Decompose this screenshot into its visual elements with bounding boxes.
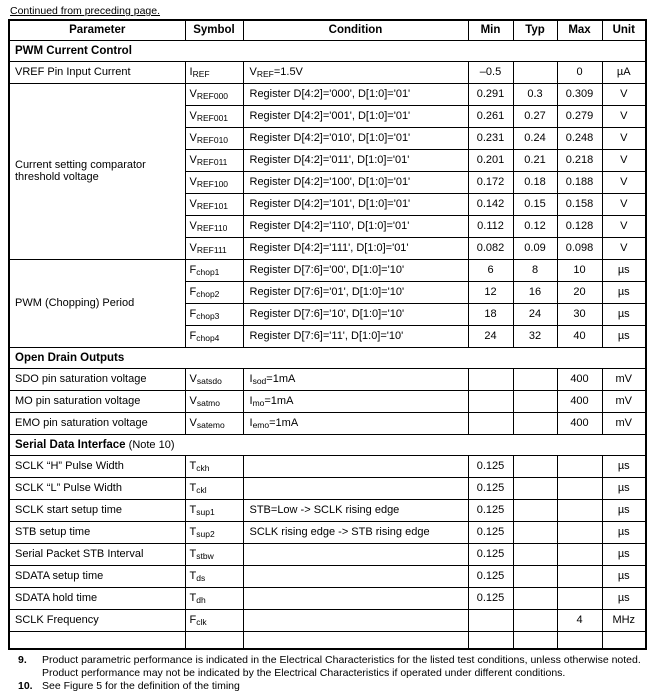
symbol-subscript: REF101 [196, 201, 229, 211]
column-header-min: Min [468, 20, 513, 40]
unit-cell: V [602, 105, 646, 127]
parameter-cell: MO pin saturation voltage [9, 390, 185, 412]
typ-cell: 0.18 [513, 171, 557, 193]
min-cell: 0.125 [468, 565, 513, 587]
symbol-subscript: REF000 [196, 91, 229, 101]
typ-cell [513, 565, 557, 587]
max-cell [557, 521, 602, 543]
min-cell: 0.112 [468, 215, 513, 237]
table-row [9, 587, 646, 609]
table-row [9, 390, 646, 412]
table-row [9, 521, 646, 543]
unit-cell: µs [602, 499, 646, 521]
min-cell: 18 [468, 303, 513, 325]
parameter-cell [9, 631, 185, 649]
typ-cell: 32 [513, 325, 557, 347]
unit-cell: V [602, 127, 646, 149]
max-cell: 4 [557, 609, 602, 631]
symbol-subscript: REF011 [196, 157, 228, 167]
condition-cell: Register D[7:6]='10', D[1:0]='10' [243, 303, 468, 325]
min-cell: 24 [468, 325, 513, 347]
typ-cell [513, 455, 557, 477]
column-header-symbol: Symbol [185, 20, 243, 40]
max-cell: 30 [557, 303, 602, 325]
symbol-cell: $T_{stbw}$ [185, 543, 243, 565]
min-cell: 0.125 [468, 587, 513, 609]
section-title-cell [9, 347, 646, 368]
symbol-subscript: ckl [196, 485, 207, 495]
condition-cell [243, 565, 468, 587]
condition-cell [243, 543, 468, 565]
min-cell: –0.5 [468, 61, 513, 83]
unit-cell: µs [602, 455, 646, 477]
max-cell: 20 [557, 281, 602, 303]
footnote-number: 9. [18, 654, 27, 666]
symbol-cell: $V_{REF000}$ [185, 83, 243, 105]
min-cell [468, 412, 513, 434]
max-cell [557, 499, 602, 521]
unit-cell: mV [602, 412, 646, 434]
unit-cell: µs [602, 303, 646, 325]
unit-cell: V [602, 171, 646, 193]
max-cell: 0.218 [557, 149, 602, 171]
max-cell [557, 543, 602, 565]
typ-cell: 0.21 [513, 149, 557, 171]
max-cell: 400 [557, 412, 602, 434]
table-row [9, 499, 646, 521]
condition-cell: Register D[4:2]='110', D[1:0]='01' [243, 215, 468, 237]
section-title: PWM Current Control [15, 44, 132, 57]
max-cell [557, 631, 602, 649]
symbol-subscript: sup2 [196, 529, 215, 539]
max-cell: 0.098 [557, 237, 602, 259]
condition-cell: Register D[7:6]='01', D[1:0]='10' [243, 281, 468, 303]
footnote-text: See Figure 5 for the definition of the timing [42, 680, 240, 692]
typ-cell: 0.09 [513, 237, 557, 259]
parameter-cell: SCLK start setup time [9, 499, 185, 521]
min-cell: 0.125 [468, 455, 513, 477]
max-cell [557, 477, 602, 499]
min-cell [468, 631, 513, 649]
parameter-cell: EMO pin saturation voltage [9, 412, 185, 434]
unit-cell: µs [602, 521, 646, 543]
unit-cell: V [602, 237, 646, 259]
unit-cell: µs [602, 477, 646, 499]
symbol-cell [185, 631, 243, 649]
symbol-subscript: REF110 [196, 223, 228, 233]
unit-cell: V [602, 149, 646, 171]
min-cell: 0.125 [468, 543, 513, 565]
max-cell: 400 [557, 390, 602, 412]
typ-cell [513, 499, 557, 521]
unit-cell: µs [602, 543, 646, 565]
unit-cell: µA [602, 61, 646, 83]
min-cell: 0.291 [468, 83, 513, 105]
symbol-subscript: REF [192, 69, 210, 79]
symbol-cell: $V_{REF011}$ [185, 149, 243, 171]
condition-cell: Register D[7:6]='00', D[1:0]='10' [243, 259, 468, 281]
typ-cell [513, 631, 557, 649]
condition-cell: $I_{sod}=1mA$ [243, 368, 468, 390]
parameter-cell: SDATA hold time [9, 587, 185, 609]
symbol-cell: $V_{satsdo}$ [185, 368, 243, 390]
min-cell: 0.125 [468, 499, 513, 521]
condition-cell: Register D[4:2]='000', D[1:0]='01' [243, 83, 468, 105]
typ-cell: 24 [513, 303, 557, 325]
table-row [9, 631, 646, 649]
max-cell: 0.128 [557, 215, 602, 237]
symbol-cell: $T_{sup2}$ [185, 521, 243, 543]
section-row [9, 434, 646, 455]
typ-cell [513, 609, 557, 631]
max-cell: 0.309 [557, 83, 602, 105]
symbol-subscript: satemo [196, 420, 225, 430]
condition-cell: Register D[4:2]='100', D[1:0]='01' [243, 171, 468, 193]
typ-cell [513, 477, 557, 499]
max-cell: 0.188 [557, 171, 602, 193]
condition-cell: Register D[4:2]='010', D[1:0]='01' [243, 127, 468, 149]
condition-cell [243, 455, 468, 477]
condition-cell [243, 609, 468, 631]
symbol-subscript: REF100 [196, 179, 229, 189]
symbol-cell: $V_{satmo}$ [185, 390, 243, 412]
footnote-9 [8, 654, 660, 680]
typ-cell [513, 587, 557, 609]
column-header-max: Max [557, 20, 602, 40]
condition-cell [243, 631, 468, 649]
max-cell [557, 565, 602, 587]
min-cell: 12 [468, 281, 513, 303]
symbol-subscript: stbw [196, 551, 214, 561]
min-cell: 0.231 [468, 127, 513, 149]
condition-cell: $I_{mo}=1mA$ [243, 390, 468, 412]
section-title: Serial Data Interface [15, 438, 126, 451]
symbol-subscript: chop1 [196, 267, 220, 277]
typ-cell: 0.12 [513, 215, 557, 237]
min-cell [468, 368, 513, 390]
section-title-cell [9, 40, 646, 61]
min-cell: 0.082 [468, 237, 513, 259]
symbol-subscript: chop2 [196, 289, 220, 299]
parameter-cell: STB setup time [9, 521, 185, 543]
typ-cell: 0.15 [513, 193, 557, 215]
symbol-subscript: chop3 [196, 311, 220, 321]
parameter-cell: SDO pin saturation voltage [9, 368, 185, 390]
electrical-characteristics-table [8, 19, 647, 650]
condition-cell [243, 477, 468, 499]
symbol-subscript: clk [196, 617, 207, 627]
condition-cell: SCLK rising edge -> STB rising edge [243, 521, 468, 543]
unit-cell: V [602, 83, 646, 105]
symbol-subscript: REF001 [196, 113, 229, 123]
symbol-subscript: satmo [196, 398, 220, 408]
unit-cell: mV [602, 368, 646, 390]
parameter-cell: Current setting comparator threshold voltage [9, 83, 185, 259]
footnote-10 [8, 680, 660, 693]
typ-cell [513, 390, 557, 412]
parameter-cell: Serial Packet STB Interval [9, 543, 185, 565]
max-cell: 0 [557, 61, 602, 83]
column-header-typ: Typ [513, 20, 557, 40]
symbol-cell: $F_{chop2}$ [185, 281, 243, 303]
symbol-cell: $V_{REF101}$ [185, 193, 243, 215]
column-header-parameter: Parameter [9, 20, 185, 40]
subscript-text: emo [252, 420, 270, 430]
symbol-cell: $F_{chop4}$ [185, 325, 243, 347]
condition-cell: $I_{emo}=1mA$ [243, 412, 468, 434]
condition-cell: Register D[4:2]='011', D[1:0]='01' [243, 149, 468, 171]
unit-cell: µs [602, 565, 646, 587]
parameter-cell: PWM (Chopping) Period [9, 259, 185, 347]
typ-cell: 8 [513, 259, 557, 281]
typ-cell [513, 61, 557, 83]
section-note: (Note 10) [128, 438, 175, 451]
symbol-subscript: sup1 [196, 507, 215, 517]
unit-cell: µs [602, 587, 646, 609]
column-header-condition: Condition [243, 20, 468, 40]
table-body [9, 40, 646, 649]
continued-note: Continued from preceding page. [10, 5, 161, 17]
min-cell: 0.201 [468, 149, 513, 171]
unit-cell: mV [602, 390, 646, 412]
symbol-cell: $V_{REF010}$ [185, 127, 243, 149]
typ-cell: 0.3 [513, 83, 557, 105]
unit-cell [602, 631, 646, 649]
symbol-subscript: ckh [196, 463, 210, 473]
symbol-cell: $T_{ds}$ [185, 565, 243, 587]
parameter-cell: VREF Pin Input Current [9, 61, 185, 83]
symbol-cell: $V_{satemo}$ [185, 412, 243, 434]
subscript-text: mo [252, 398, 265, 408]
symbol-cell: $T_{ckl}$ [185, 477, 243, 499]
symbol-cell: $I_{REF}$ [185, 61, 243, 83]
max-cell: 400 [557, 368, 602, 390]
symbol-subscript: REF010 [196, 135, 229, 145]
parameter-cell: SDATA setup time [9, 565, 185, 587]
table-row [9, 412, 646, 434]
section-row [9, 40, 646, 61]
table-row [9, 61, 646, 83]
section-title-cell [9, 434, 646, 455]
condition-cell: $V_{REF}=1.5V$ [243, 61, 468, 83]
symbol-cell: $T_{ckh}$ [185, 455, 243, 477]
min-cell: 0.172 [468, 171, 513, 193]
symbol-subscript: REF111 [196, 245, 227, 255]
max-cell: 0.279 [557, 105, 602, 127]
symbol-cell: $T_{dh}$ [185, 587, 243, 609]
max-cell: 40 [557, 325, 602, 347]
table-row [9, 543, 646, 565]
condition-cell: Register D[4:2]='001', D[1:0]='01' [243, 105, 468, 127]
max-cell: 10 [557, 259, 602, 281]
unit-cell: µs [602, 325, 646, 347]
table-row [9, 565, 646, 587]
typ-cell: 16 [513, 281, 557, 303]
condition-cell: Register D[7:6]='11', D[1:0]='10' [243, 325, 468, 347]
unit-cell: V [602, 193, 646, 215]
typ-cell [513, 412, 557, 434]
max-cell: 0.248 [557, 127, 602, 149]
min-cell: 6 [468, 259, 513, 281]
symbol-cell: $V_{REF111}$ [185, 237, 243, 259]
symbol-cell: $F_{clk}$ [185, 609, 243, 631]
symbol-subscript: satsdo [196, 376, 222, 386]
section-title: Open Drain Outputs [15, 351, 125, 364]
footnote-number: 10. [18, 680, 33, 692]
subscript-text: sod [252, 376, 267, 386]
symbol-subscript: ds [196, 573, 206, 583]
table-row [9, 259, 646, 281]
condition-cell: Register D[4:2]='101', D[1:0]='01' [243, 193, 468, 215]
footnotes [8, 654, 660, 693]
table-row [9, 368, 646, 390]
condition-cell: STB=Low -> SCLK rising edge [243, 499, 468, 521]
min-cell [468, 609, 513, 631]
section-row [9, 347, 646, 368]
condition-cell: Register D[4:2]='111', D[1:0]='01' [243, 237, 468, 259]
table-header-row [9, 20, 646, 40]
condition-cell [243, 587, 468, 609]
typ-cell: 0.24 [513, 127, 557, 149]
typ-cell [513, 521, 557, 543]
max-cell: 0.158 [557, 193, 602, 215]
table-row [9, 477, 646, 499]
max-cell [557, 587, 602, 609]
typ-cell: 0.27 [513, 105, 557, 127]
min-cell: 0.142 [468, 193, 513, 215]
typ-cell [513, 368, 557, 390]
unit-cell: MHz [602, 609, 646, 631]
parameter-cell: SCLK “L” Pulse Width [9, 477, 185, 499]
min-cell: 0.125 [468, 521, 513, 543]
symbol-cell: $T_{sup1}$ [185, 499, 243, 521]
parameter-cell: SCLK Frequency [9, 609, 185, 631]
symbol-subscript: chop4 [196, 333, 220, 343]
symbol-cell: $F_{chop3}$ [185, 303, 243, 325]
symbol-cell: $V_{REF110}$ [185, 215, 243, 237]
subscript-text: REF [256, 69, 274, 79]
symbol-subscript: dh [196, 595, 206, 605]
min-cell: 0.261 [468, 105, 513, 127]
max-cell [557, 455, 602, 477]
table-row [9, 609, 646, 631]
footnote-text: Product parametric performance is indicated in the Electrical Characteristics for the listed test conditions, unless otherwise noted. Product performance may not be indicated by the Electrical Characteristics if operated under different conditions. [42, 654, 641, 679]
symbol-cell: $V_{REF100}$ [185, 171, 243, 193]
min-cell [468, 390, 513, 412]
symbol-cell: $V_{REF001}$ [185, 105, 243, 127]
unit-cell: µs [602, 281, 646, 303]
typ-cell [513, 543, 557, 565]
unit-cell: V [602, 215, 646, 237]
table-row [9, 455, 646, 477]
unit-cell: µs [602, 259, 646, 281]
column-header-unit: Unit [602, 20, 646, 40]
min-cell: 0.125 [468, 477, 513, 499]
symbol-cell: $F_{chop1}$ [185, 259, 243, 281]
parameter-cell: SCLK “H” Pulse Width [9, 455, 185, 477]
table-row [9, 83, 646, 105]
